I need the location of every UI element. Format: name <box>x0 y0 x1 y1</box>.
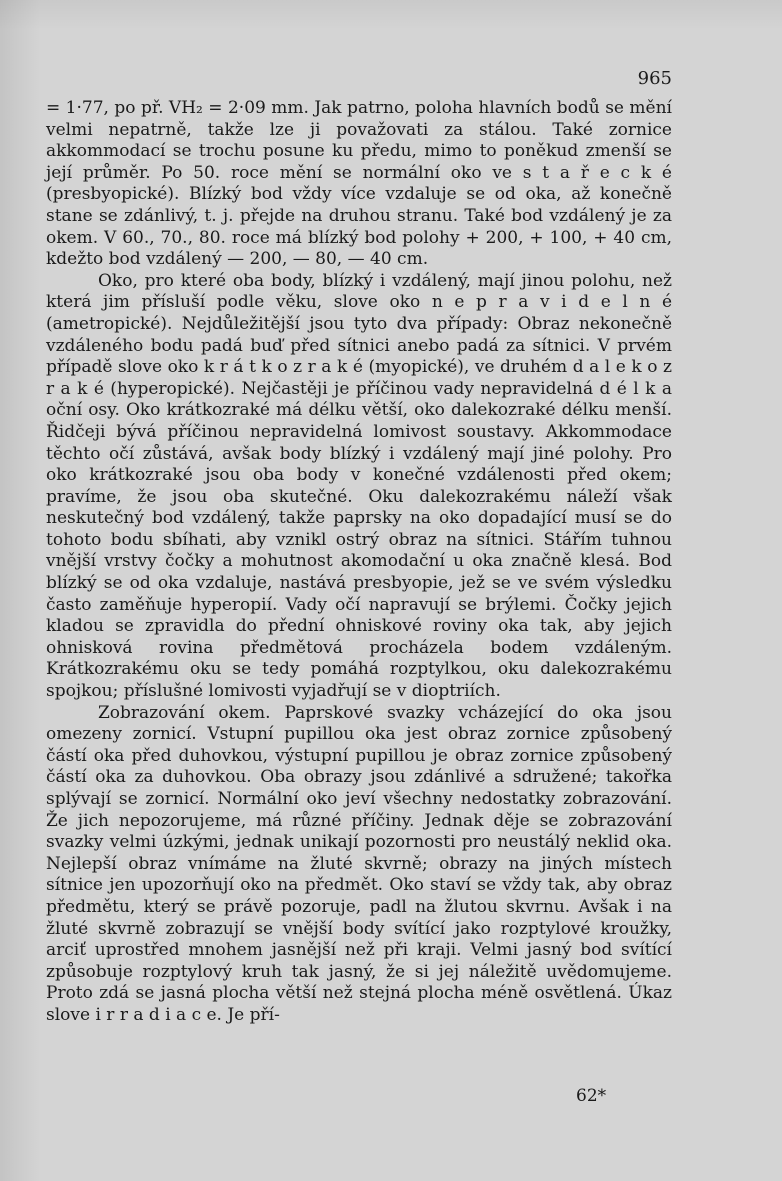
paragraph-2: Oko, pro které oba body, blízký i vzdálený, mají jinou polohu, než která jim přísluší podle věku, slove oko n e p r a v i d e l n é (ametropické). Nejdůležitější jsou tyto dva případy: Obraz nekonečně vzdáleného bodu padá buď před sítnici anebo padá za sítnici. V prvém případě slove oko k r á t k o z r a k é (myopické), ve druhém d a l e k o z r a k é (hyperopické). Nejčastěji je příčinou vady nepravidelná d é l k a oční osy. Oko krátkozraké má délku větší, oko dalekozraké délku menší. Řidčeji bývá příčinou nepravidelná lomivost soustavy. Akkommodace těchto očí zůstává, avšak body blízký i vzdálený mají jiné polohy. Pro oko krátkozraké jsou oba body v konečné vzdálenosti před okem; pravíme, že jsou oba skutečné. Oku dalekozrakému náleží však neskutečný bod vzdálený, takže paprsky na oko dopadající musí se do tohoto bodu sbíhati, aby vznikl ostrý obraz na sítnici. Stářím tuhnou vnější vrstvy čočky a mohutnost akomodační u oka značně klesá. Bod blízký se od oka vzdaluje, nastává presbyopie, jež se ve svém výsledku často zaměňuje hyperopií. Vady očí napravují se brýlemi. Čočky jejich kladou se zpravidla do přední ohniskové roviny oka tak, aby jejich ohnisková rovina předmětová procházela bodem vzdáleným. Krátkozrakému oku se tedy pomáhá rozptylkou, oku dalekozrakému spojkou; příslušné lomivosti vyjadřují se v dioptriích. <box>46 270 672 702</box>
paragraph-1: = 1·77, po př. VH₂ = 2·09 mm. Jak patrno, poloha hlavních bodů se mění velmi nepatrně, takže lze ji považovati za stálou. Také zornice akkommodací se trochu posune ku předu, mimo to poněkud zmenší se její průměr. Po 50. roce mění se normální oko ve s t a ř e c k é (presbyopické). Blízký bod vždy více vzdaluje se od oka, až konečně stane se zdánlivý, t. j. přejde na druhou stranu. Také bod vzdálený je za okem. V 60., 70., 80. roce má blízký bod polohy + 200, + 100, + 40 cm, kdežto bod vzdálený — 200, — 80, — 40 cm. <box>46 98 672 270</box>
sheet-signature: 62* <box>576 1086 607 1106</box>
page-number: 965 <box>637 68 672 89</box>
paragraph-3: Zobrazování okem. Paprskové svazky vcházející do oka jsou omezeny zornicí. Vstupní pupillou oka jest obraz zornice způsobený částí oka před duhovkou, výstupní pupillou je obraz zornice způsobený částí oka za duhovkou. Oba obrazy jsou zdánlivé a sdružené; takořka splývají se zornicí. Normální oko jeví všechny nedostatky zobrazování. Že jich nepozorujeme, má různé příčiny. Jednak děje se zobrazování svazky velmi úzkými, jednak unikají pozornosti pro neustálý neklid oka. Nejlepší obraz vnímáme na žluté skvrně; obrazy na jiných místech sítnice jen upozorňují oko na předmět. Oko staví se vždy tak, aby obraz předmětu, který se právě pozoruje, padl na žlutou skvrnu. Avšak i na žluté skvrně zobrazují se vnější body svítící jako rozptylové kroužky, arciť uprostřed mnohem jasnější než při kraji. Velmi jasný bod svítící způsobuje rozptylový kruh tak jasný, že si jej náležitě uvědomujeme. Proto zdá se jasná plocha větší než stejná plocha méně osvětlená. Úkaz slove i r r a d i a c e. Je pří- <box>46 702 672 1025</box>
page-body-text <box>46 98 672 1027</box>
